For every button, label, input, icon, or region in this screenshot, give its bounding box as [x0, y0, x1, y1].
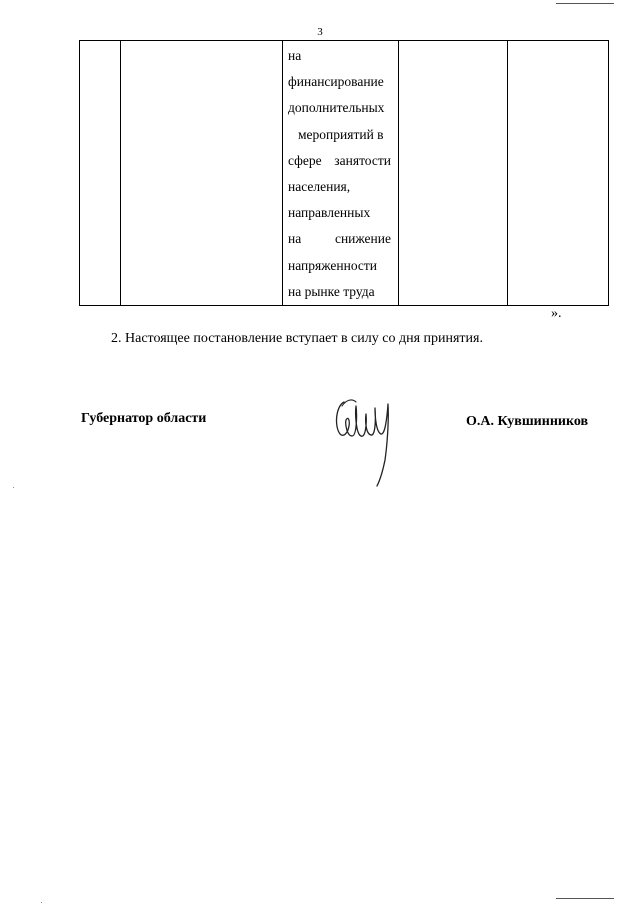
purpose-line: направленных — [288, 205, 371, 221]
scan-dot — [41, 902, 42, 903]
purpose-line: на снижение — [288, 231, 391, 247]
purpose-line: мероприятий в — [298, 126, 384, 142]
purpose-line: на — [288, 48, 302, 63]
scan-dot — [13, 487, 14, 488]
page-number: 3 — [317, 26, 323, 38]
purpose-line: дополнительных — [288, 100, 385, 116]
purpose-line: сфере занятости — [288, 152, 391, 168]
table-cell-name — [121, 41, 283, 306]
signer-title: Губернатор области — [81, 411, 207, 426]
purpose-line: на рынке труда — [288, 283, 375, 299]
signer-name: О.А. Кувшинников — [466, 414, 589, 429]
purpose-text — [283, 41, 398, 305]
purpose-line: напряженности — [288, 257, 378, 273]
table-cell-number — [80, 41, 121, 306]
closing-quote: ». — [551, 306, 562, 321]
purpose-line: населения, — [288, 179, 351, 195]
scan-edge-mark — [556, 3, 614, 4]
table-cell-purpose — [283, 41, 399, 306]
table-cell-note — [508, 41, 609, 306]
handwritten-signature — [330, 388, 405, 488]
table-cell-amount — [399, 41, 508, 306]
scan-edge-mark — [556, 898, 614, 899]
purpose-line: финансирование — [288, 74, 384, 90]
continuation-table — [79, 40, 609, 306]
table-row — [80, 41, 609, 306]
resolution-paragraph: 2. Настоящее постановление вступает в силу со дня принятия. — [111, 331, 483, 346]
